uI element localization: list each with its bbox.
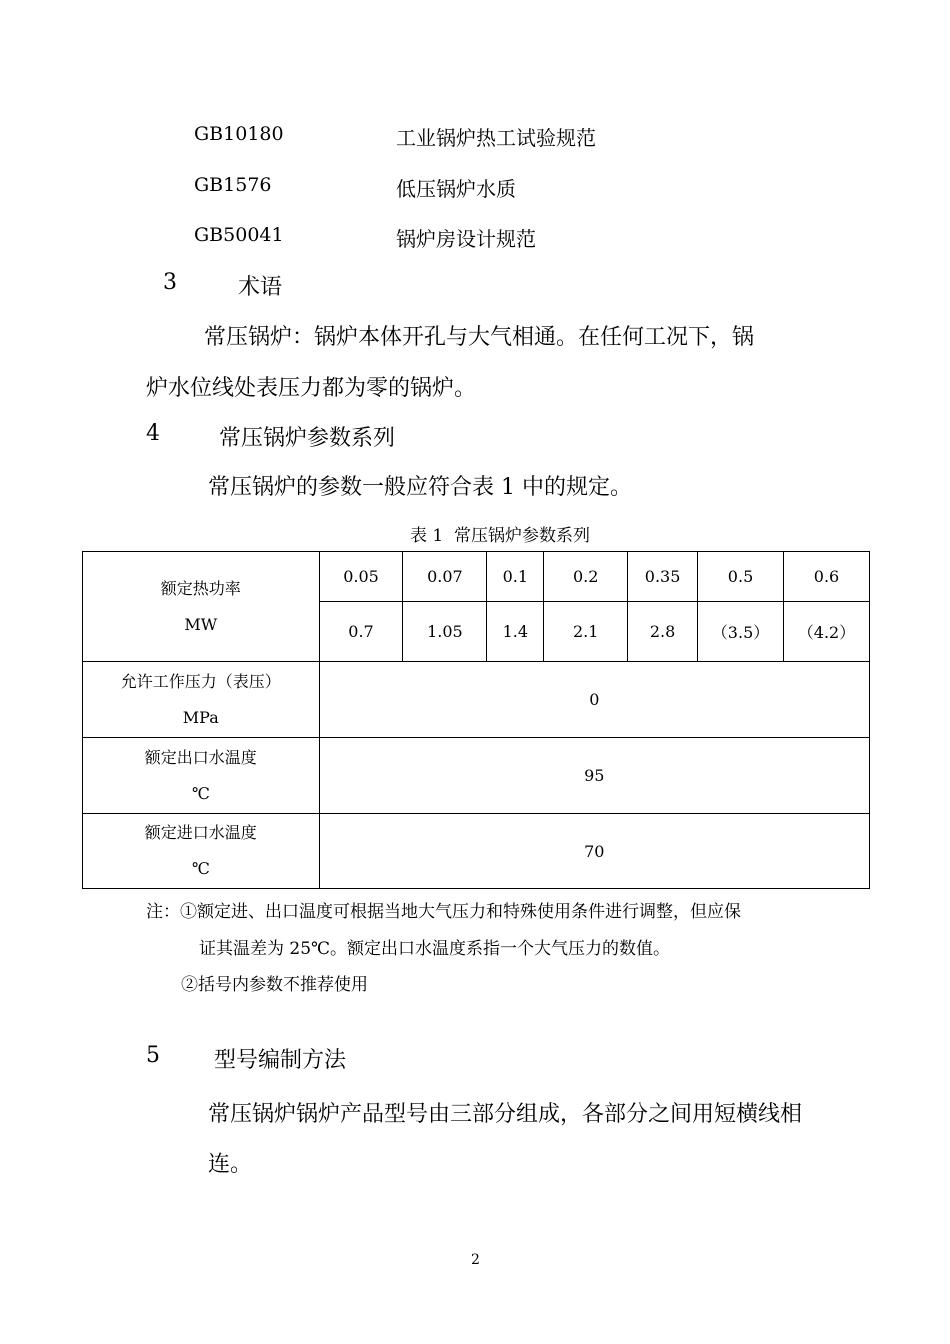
row-unit: ℃ xyxy=(191,783,210,803)
standard-code: GB50041 xyxy=(194,224,284,246)
table-cell: 0.07 xyxy=(403,552,487,602)
table-row xyxy=(83,552,870,602)
table-cell: 1.05 xyxy=(403,602,487,662)
table-note: 注：①额定进、出口温度可根据当地大气压力和特殊使用条件进行调整，但应保 xyxy=(146,902,741,922)
table-caption: 表 1 常压锅炉参数系列 xyxy=(410,526,591,546)
table-cell: 0.35 xyxy=(628,552,698,602)
table-cell: 2.8 xyxy=(628,602,698,662)
table-cell: 0.05 xyxy=(319,552,403,602)
section-title: 型号编制方法 xyxy=(214,1048,347,1073)
paragraph-line: 常压锅炉锅炉产品型号由三部分组成，各部分之间用短横线相 xyxy=(208,1102,803,1127)
table-cell: 0.1 xyxy=(487,552,544,602)
row-label: 额定热功率 xyxy=(160,578,241,598)
table-cell: （4.2） xyxy=(784,602,870,662)
table-cell: 0.2 xyxy=(544,552,628,602)
table-cell: 2.1 xyxy=(544,602,628,662)
paragraph-line: 连。 xyxy=(208,1152,253,1177)
page-number: 2 xyxy=(471,1252,480,1268)
table-cell: 0 xyxy=(319,662,869,738)
row-header xyxy=(83,738,320,814)
paragraph-line: 常压锅炉：锅炉本体开孔与大气相通。在任何工况下，锅 xyxy=(204,325,755,350)
table-row xyxy=(83,738,870,814)
section-title: 常压锅炉参数系列 xyxy=(219,426,396,451)
table-cell: 70 xyxy=(319,814,869,889)
table-cell: （3.5） xyxy=(698,602,784,662)
row-unit: MW xyxy=(184,614,218,634)
section-title: 术语 xyxy=(238,275,283,300)
section-number: 4 xyxy=(146,421,160,446)
table-cell: 1.4 xyxy=(487,602,544,662)
section-number: 3 xyxy=(163,270,177,295)
table-row xyxy=(83,662,870,738)
table-cell: 0.7 xyxy=(319,602,403,662)
row-label: 额定出口水温度 xyxy=(144,747,257,767)
standard-code: GB10180 xyxy=(194,123,284,145)
row-header xyxy=(83,662,320,738)
table-note: ②括号内参数不推荐使用 xyxy=(181,975,368,995)
paragraph: 常压锅炉的参数一般应符合表 1 中的规定。 xyxy=(208,475,632,500)
paragraph-line: 炉水位线处表压力都为零的锅炉。 xyxy=(146,376,477,401)
row-unit: MPa xyxy=(182,707,219,727)
standard-name: 工业锅炉热工试验规范 xyxy=(396,126,596,150)
standard-name: 锅炉房设计规范 xyxy=(396,227,536,251)
row-label: 允许工作压力（表压） xyxy=(120,671,281,691)
row-unit: ℃ xyxy=(191,859,210,878)
table-cell: 95 xyxy=(319,738,869,814)
table-note: 证其温差为 25℃。额定出口水温度系指一个大气压力的数值。 xyxy=(199,939,671,959)
row-label: 额定进口水温度 xyxy=(144,823,257,842)
standard-name: 低压锅炉水质 xyxy=(396,177,516,201)
standard-code: GB1576 xyxy=(194,174,272,196)
table-cell: 0.5 xyxy=(698,552,784,602)
table-row xyxy=(83,814,870,889)
parameters-table xyxy=(82,551,870,889)
section-number: 5 xyxy=(146,1043,160,1068)
table-cell: 0.6 xyxy=(784,552,870,602)
row-header xyxy=(83,814,320,889)
row-header xyxy=(83,552,320,662)
